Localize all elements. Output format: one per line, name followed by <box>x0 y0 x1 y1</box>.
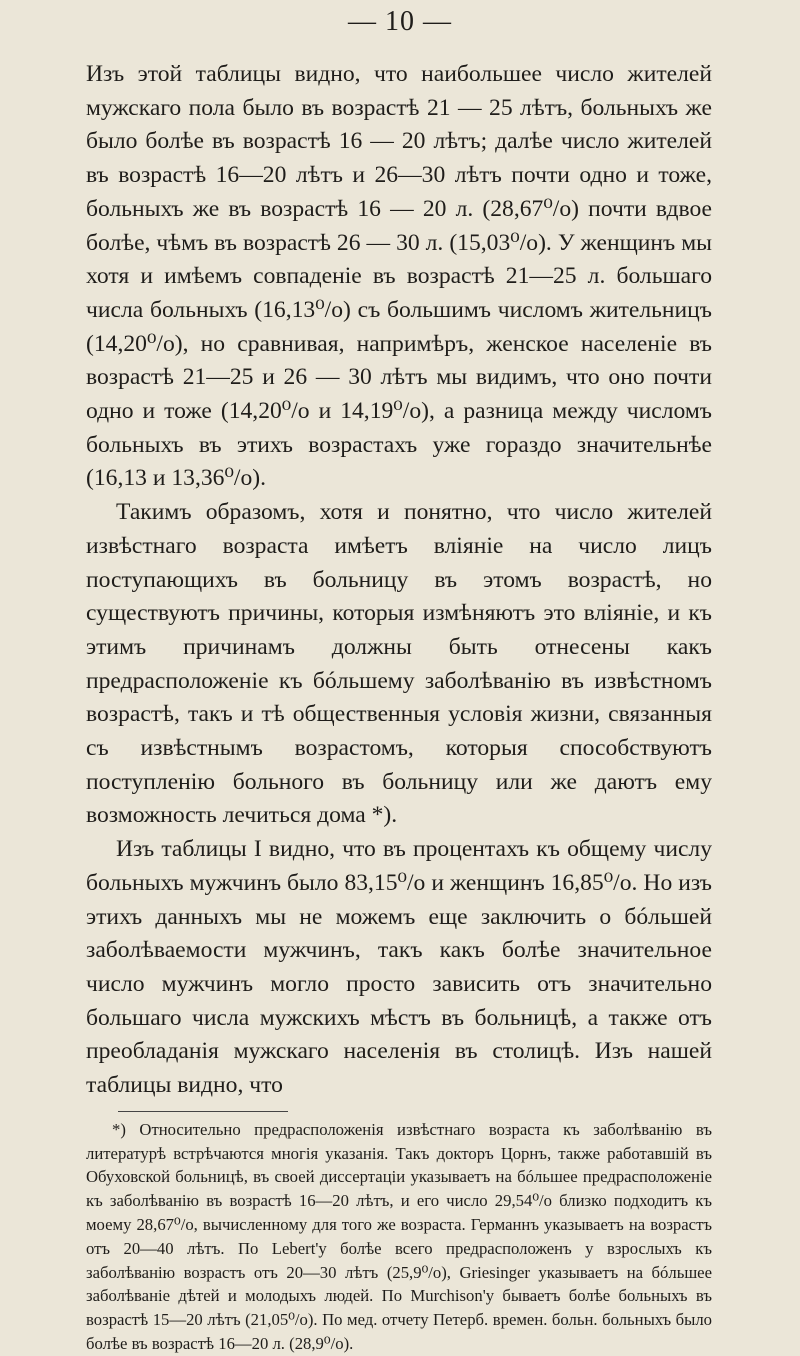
footnote: *) Относительно предрасположенія извѣстнаго возраста къ заболѣванію въ литературѣ встрѣчаются многія указанія. Такъ докторъ Цорнъ, также работавшій въ Обуховской больницѣ, въ своей диссертаціи указываетъ на бóльшее предрасположеніе къ заболѣванію въ возрастѣ 16—20 лѣтъ, и его число 29,54⁰/о близко подходитъ къ моему 28,67⁰/о, вычисленному для того же возраста. Германнъ указываетъ на возрастъ отъ 20—40 лѣтъ. По Lebert'у болѣе всего предрасположенъ у взрослыхъ къ заболѣванію возрастъ отъ 20—30 лѣтъ (25,9⁰/о), Griesinger указываетъ на бóльшее заболѣваніе дѣтей и молодыхъ людей. По Murchison'у бываетъ болѣе больныхъ въ возрастѣ 15—20 лѣтъ (21,05⁰/о). По мед. отчету Петерб. времен. больн. больныхъ было болѣе въ возрастѣ 16—20 л. (28,9⁰/о). <box>86 1119 712 1353</box>
paragraph-3: Изъ таблицы I видно, что въ процентахъ къ общему числу больныхъ мужчинъ было 83,15⁰/о и женщинъ 16,85⁰/о. Но изъ этихъ данныхъ мы не можемъ еще заключить о бóльшей заболѣваемости мужчинъ, такъ какъ болѣе значительное число мужчинъ могло просто зависить отъ значительно большаго числа мужскихъ мѣстъ въ больницѣ, а также отъ преобладанія мужскаго населенія въ столицѣ. Изъ нашей таблицы видно, что <box>86 836 712 1099</box>
paragraph-2: Такимъ образомъ, хотя и понятно, что число жителей извѣстнаго возраста имѣетъ вліяніе на число лицъ поступающихъ въ больницу въ этомъ возрастѣ, но существуютъ причины, которыя измѣняютъ это вліяніе, и къ этимъ причинамъ должны быть отнесены какъ предрасположеніе къ бóльшему заболѣванію въ извѣстномъ возрастѣ, такъ и тѣ общественныя условія жизни, связанныя съ извѣстнымъ возрастомъ, которыя способствуютъ поступленію больного въ больницу или же даютъ ему возможность лечиться дома *). <box>86 499 712 829</box>
main-text <box>86 58 712 1103</box>
footnote-divider <box>118 1111 288 1112</box>
paragraph-1: Изъ этой таблицы видно, что наибольшее число жителей мужскаго пола было въ возрастѣ 21 — 25 лѣтъ, больныхъ же было болѣе въ возрастѣ 16 — 20 лѣтъ; далѣе число жителей въ возрастѣ 16—20 лѣтъ и 26—30 лѣтъ почти одно и тоже, больныхъ же въ возрастѣ 16 — 20 л. (28,67⁰/о) почти вдвое болѣе, чѣмъ въ возрастѣ 26 — 30 л. (15,03⁰/о). У женщинъ мы хотя и имѣемъ совпаденіе въ возрастѣ 21—25 л. большаго числа больныхъ (16,13⁰/о) съ большимъ числомъ жительницъ (14,20⁰/о), но сравнивая, напримѣръ, женское населеніе въ возрастѣ 21—25 и 26 — 30 лѣтъ мы видимъ, что оно почти одно и тоже (14,20⁰/о и 14,19⁰/о), а разница между числомъ больныхъ въ этихъ возрастахъ уже гораздо значительнѣе (16,13 и 13,36⁰/о). <box>86 61 712 492</box>
page-number: — 10 — <box>348 6 452 37</box>
